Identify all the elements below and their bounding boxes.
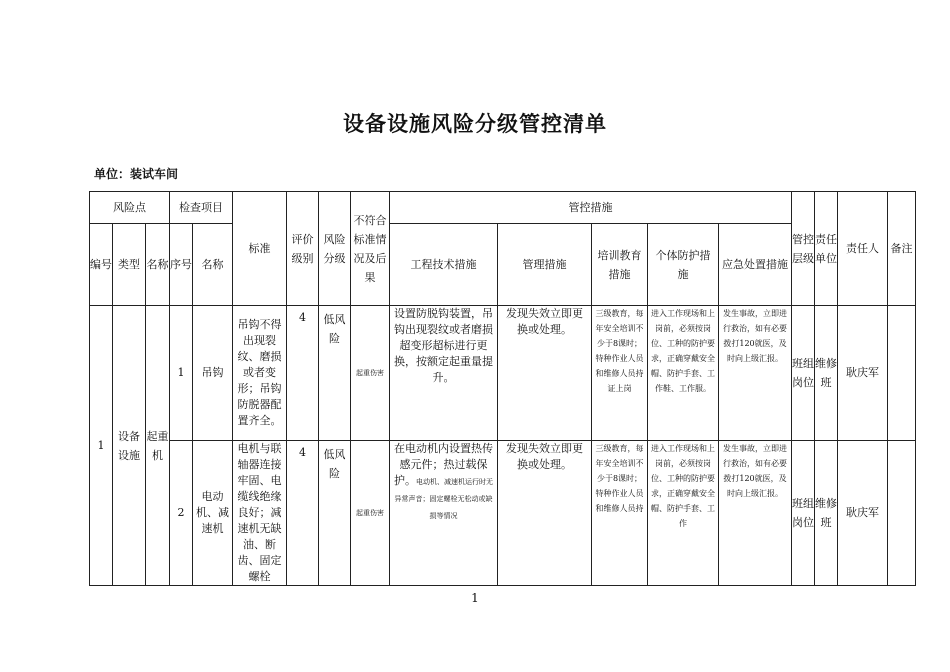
header-emergency: 应急处置措施 <box>719 224 792 306</box>
row-remark <box>888 441 916 586</box>
row-unit: 维修班 <box>815 306 838 441</box>
document-title: 设备设施风险分级管控清单 <box>343 112 607 136</box>
risk-control-table <box>89 191 916 586</box>
header-nonconform: 不符合标准情况及后果 <box>351 192 390 306</box>
header-engineering: 工程技术措施 <box>390 224 498 306</box>
row-consequence: 起重伤害 <box>351 306 390 441</box>
row-engineering <box>390 441 498 586</box>
row-control: 班组岗位 <box>792 306 815 441</box>
header-ppe: 个体防护措施 <box>648 224 719 306</box>
header-control-level: 管控层级 <box>792 192 815 306</box>
header-name: 名称 <box>146 224 170 306</box>
row-ppe: 进入工作现场和上岗前，必须按岗位、工种的防护要求，正确穿戴安全帽、防护手套、工作 <box>648 441 719 586</box>
row-standard: 电机与联轴器连接牢固、电缆线绝缘良好；减速机无缺油、断齿、固定螺栓 <box>233 441 287 586</box>
row-control: 班组岗位 <box>792 441 815 586</box>
row-training: 三级教育，每年安全培训不少于8课时；特种作业人员和维修人员持证上岗 <box>592 306 648 441</box>
engineering-main-text: 在电动机内设置热传感元件；热过载保护。 <box>394 442 494 487</box>
row-person: 耿庆军 <box>838 306 888 441</box>
header-resp-person: 责任人 <box>838 192 888 306</box>
row-emergency: 发生事故，立即进行救治，如有必要拨打120就医，及时向上级汇报。 <box>719 441 792 586</box>
row-ppe: 进入工作现场和上岗前，必须按岗位、工种的防护要求，正确穿戴安全帽、防护手套、工作鞋、工作服。 <box>648 306 719 441</box>
engineering-detail-text: 电动机、减速机运行时无异常声音；固定螺栓无松动或缺损等情况 <box>394 478 494 520</box>
row-person: 耿庆军 <box>838 441 888 586</box>
header-code: 编号 <box>90 224 113 306</box>
header-eval-level: 评价级别 <box>287 192 319 306</box>
header-item-name: 名称 <box>193 224 233 306</box>
header-type: 类型 <box>113 224 146 306</box>
header-remark: 备注 <box>888 192 916 306</box>
row-seq: 2 <box>170 441 193 586</box>
row-remark <box>888 306 916 441</box>
header-seq: 序号 <box>170 224 193 306</box>
row-management: 发现失效立即更换或处理。 <box>498 306 592 441</box>
row-eval: 4 <box>287 441 319 586</box>
engineering-main-text: 设置防脱钩装置，吊钩出现裂纹或者磨损超变形超标进行更换，按额定起重量提升。 <box>394 307 494 384</box>
row-seq: 1 <box>170 306 193 441</box>
row-training: 三级教育，每年安全培训不少于8课时；特种作业人员和维修人员持 <box>592 441 648 586</box>
header-measures: 管控措施 <box>390 192 792 224</box>
group-type: 设备设施 <box>113 306 146 586</box>
row-eval: 4 <box>287 306 319 441</box>
row-risk: 低风险 <box>319 441 351 586</box>
header-check-item: 检查项目 <box>170 192 233 224</box>
unit-label: 单位：装试车间 <box>94 167 179 181</box>
row-item: 电动机、减速机 <box>193 441 233 586</box>
row-standard: 吊钩不得出现裂纹、磨损或者变形；吊钩防脱器配置齐全。 <box>233 306 287 441</box>
header-risk-point: 风险点 <box>90 192 170 224</box>
header-management: 管理措施 <box>498 224 592 306</box>
row-engineering <box>390 306 498 441</box>
header-risk-level: 风险分级 <box>319 192 351 306</box>
row-unit: 维修班 <box>815 441 838 586</box>
row-item: 吊钩 <box>193 306 233 441</box>
group-name: 起重机 <box>146 306 170 586</box>
page-number: 1 <box>471 591 479 605</box>
row-consequence: 起重伤害 <box>351 441 390 586</box>
header-standard: 标准 <box>233 192 287 306</box>
row-emergency: 发生事故，立即进行救治，如有必要拨打120就医，及时向上级汇报。 <box>719 306 792 441</box>
header-resp-unit: 责任单位 <box>815 192 838 306</box>
row-risk: 低风险 <box>319 306 351 441</box>
row-management: 发现失效立即更换或处理。 <box>498 441 592 586</box>
group-code: 1 <box>90 306 113 586</box>
header-training: 培训教育措施 <box>592 224 648 306</box>
